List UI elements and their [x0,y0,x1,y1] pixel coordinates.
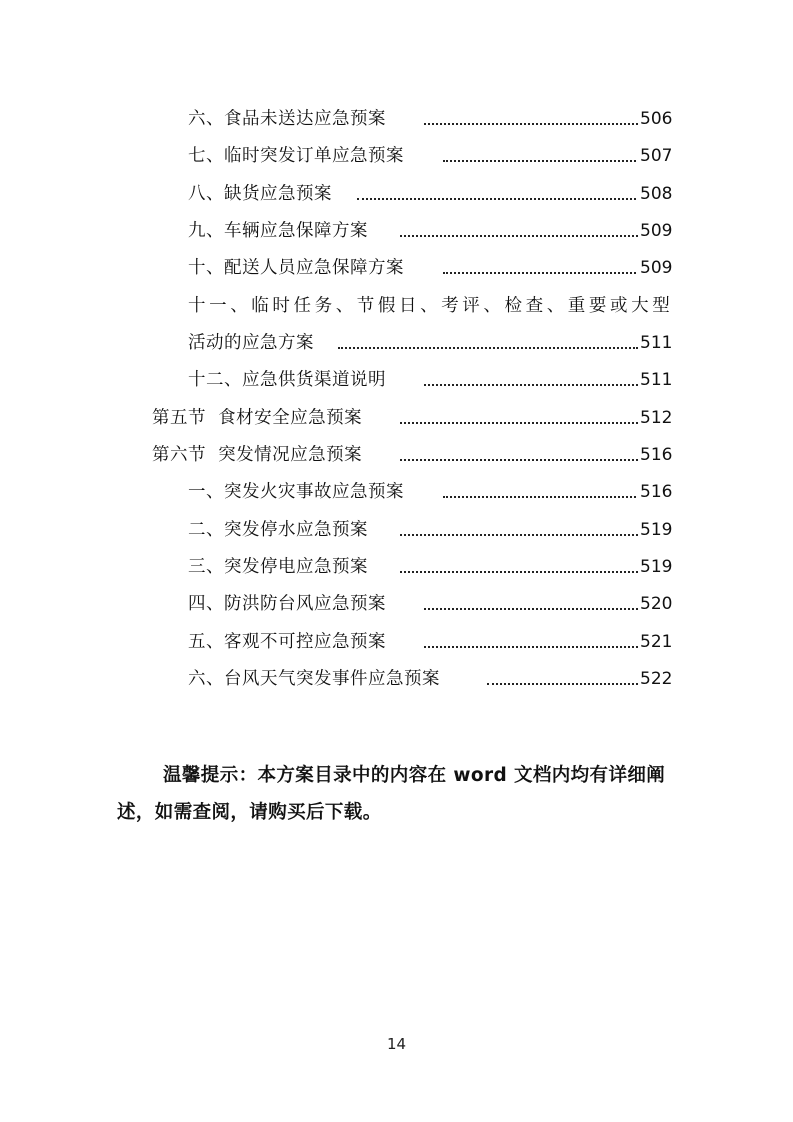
toc-entry-title: 十、配送人员应急保障方案 [188,258,404,278]
toc-entry-title: 六、台风天气突发事件应急预案 [188,669,440,689]
toc-entry-title: 七、临时突发订单应急预案 [188,146,404,166]
toc-entry[interactable] [0,182,793,206]
toc-entry-title: 四、防洪防台风应急预案 [188,594,386,614]
toc-entry-title: 六、食品未送达应急预案 [188,109,386,129]
toc-entry-title: 五、客观不可控应急预案 [188,632,386,652]
toc-entry[interactable] [0,592,793,616]
toc-entry[interactable] [0,630,793,654]
toc-page-number: 520 [640,594,673,614]
toc-entry[interactable] [0,144,793,168]
toc-page-number: 509 [640,221,673,241]
toc-entry-title: 第五节 食材安全应急预案 [152,408,363,428]
toc-page-number: 509 [640,258,673,278]
toc-dot-leader [443,272,636,274]
toc-page-number: 511 [640,370,673,390]
toc-entry-title: 活动的应急方案 [188,333,314,353]
toc-page-number: 519 [640,557,673,577]
toc-page-number: 511 [640,333,673,353]
toc-dot-leader [424,384,638,386]
toc-page-number: 506 [640,109,673,129]
page-number: 14 [386,1035,407,1053]
toc-entry[interactable] [0,107,793,131]
toc-entry[interactable] [0,219,793,243]
toc-entry-title: 十二、应急供货渠道说明 [188,370,386,390]
toc-dot-leader [424,608,638,610]
toc-entry-title: 三、突发停电应急预案 [188,557,368,577]
toc-dot-leader [357,198,636,200]
toc-entry-title: 第六节 突发情况应急预案 [152,445,363,465]
toc-page-number: 512 [640,408,673,428]
toc-entry-title: 九、车辆应急保障方案 [188,221,368,241]
toc-dot-leader [487,683,638,685]
toc-entry[interactable] [0,368,793,392]
toc-dot-leader [424,646,638,648]
toc-dot-leader [400,459,638,461]
toc-dot-leader [400,422,638,424]
toc-entry[interactable] [0,555,793,579]
toc-entry-title: 一、突发火灾事故应急预案 [188,482,404,502]
toc-entry[interactable] [0,331,793,355]
toc-dot-leader [400,235,638,237]
toc-page-number: 516 [640,445,673,465]
toc-dot-leader [424,123,638,125]
toc-dot-leader [400,534,638,536]
toc-entry-first-line[interactable] [0,294,793,318]
toc-page-number: 507 [640,146,673,166]
toc-dot-leader [400,571,638,573]
toc-entry[interactable] [0,667,793,691]
toc-entry[interactable] [0,518,793,542]
toc-dot-leader [443,160,636,162]
toc-entry-title: 八、缺货应急预案 [188,184,332,204]
toc-entry-title: 十一、临时任务、节假日、考评、检查、重要或大型 [188,296,674,316]
toc-page-number: 519 [640,520,673,540]
toc-dot-leader [443,496,636,498]
toc-entry[interactable] [0,480,793,504]
toc-dot-leader [338,347,638,349]
toc-entry[interactable] [0,256,793,280]
toc-page-number: 521 [640,632,673,652]
toc-entry[interactable] [0,443,793,467]
toc-page-number: 522 [640,669,673,689]
toc-entry[interactable] [0,406,793,430]
download-notice: 温馨提示：本方案目录中的内容在 word 文档内均有详细阐述，如需查阅，请购买后下载。 [117,764,666,823]
toc-entry-title: 二、突发停水应急预案 [188,520,368,540]
toc-page-number: 508 [640,184,673,204]
toc-page-number: 516 [640,482,673,502]
